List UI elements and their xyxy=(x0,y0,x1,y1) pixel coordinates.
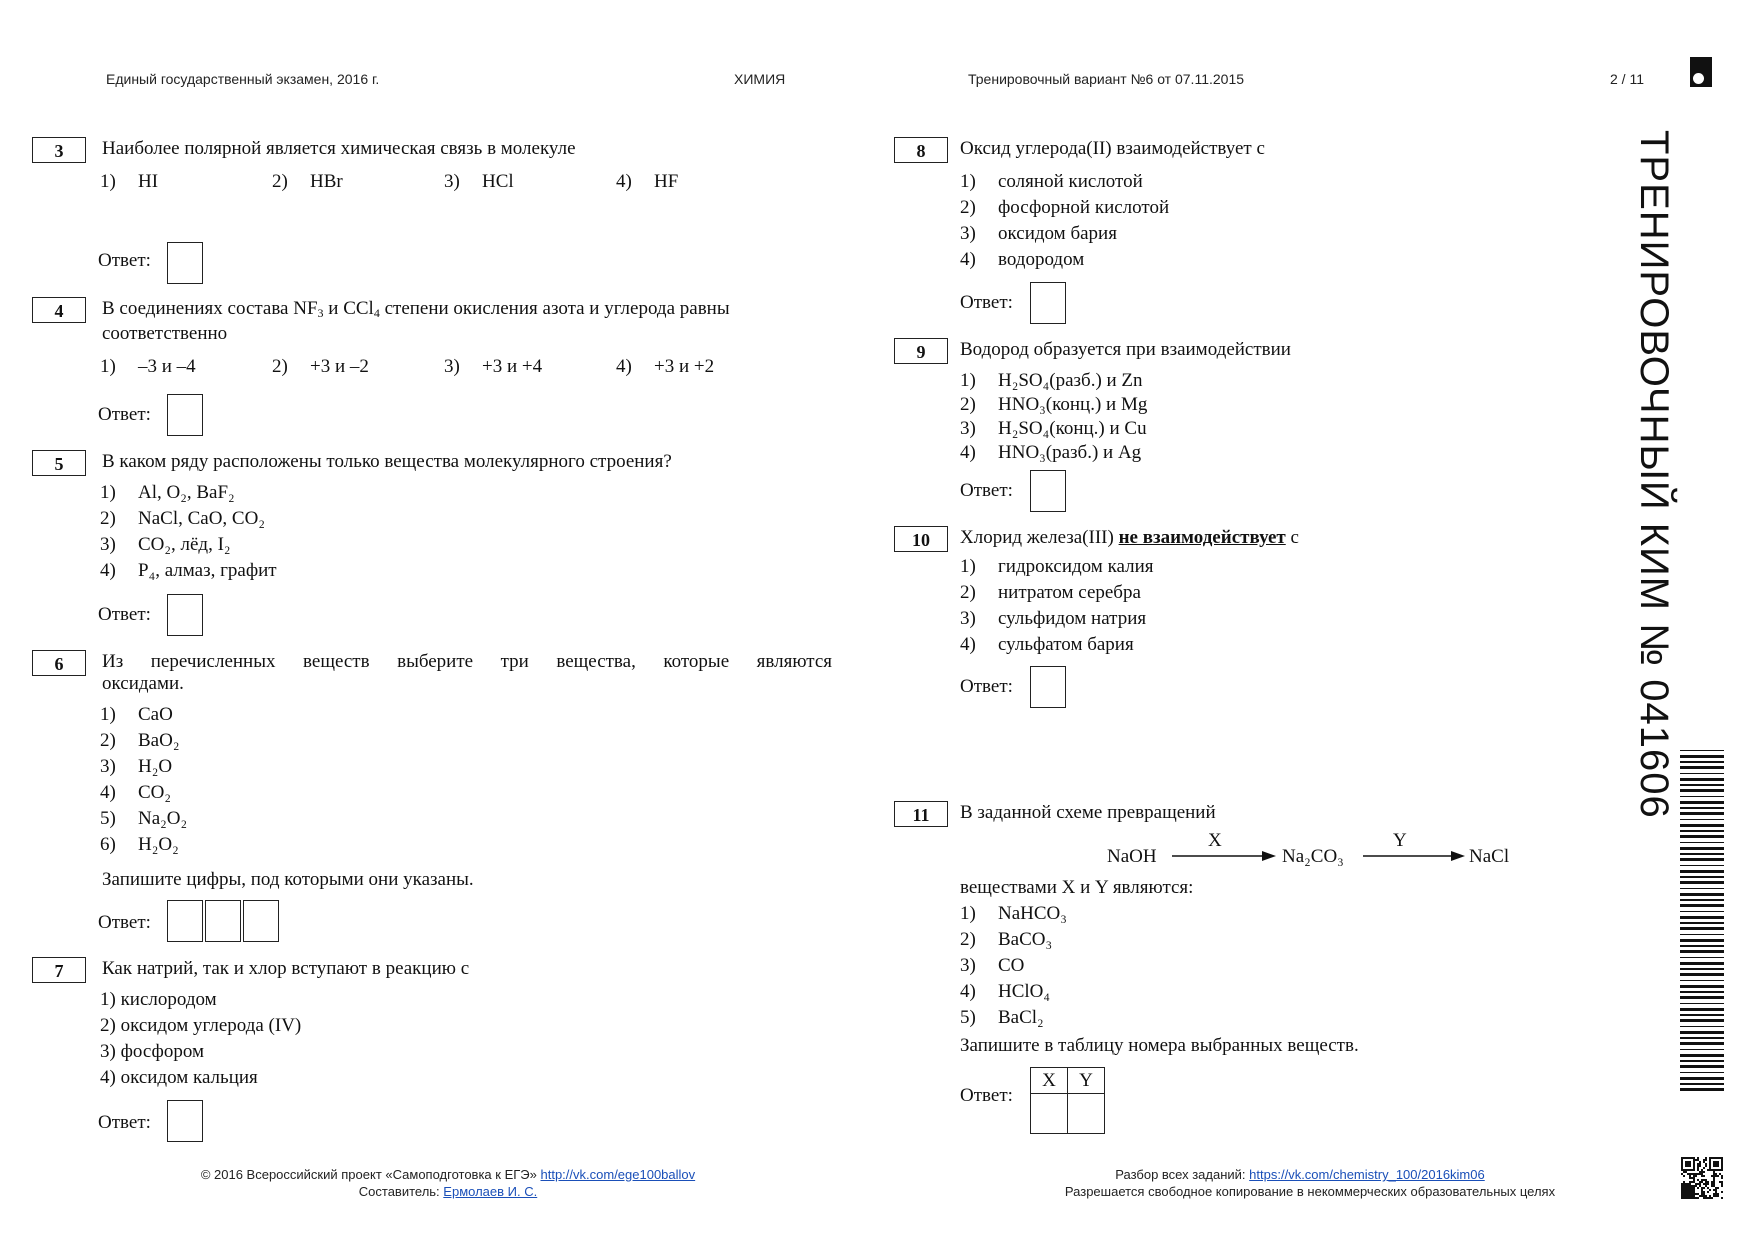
answer-label: Ответ: xyxy=(960,292,1013,313)
question-text: В каком ряду расположены только вещества молекулярного строения? xyxy=(102,451,672,472)
option-4: 4) +3 и +2 xyxy=(616,356,715,377)
option-4: 4) оксидом кальция xyxy=(100,1067,258,1088)
question-number: 11 xyxy=(894,801,948,827)
question-text: Водород образуется при взаимодействии xyxy=(960,339,1291,360)
question-number: 7 xyxy=(32,957,86,983)
option-4: 4) HNO₃(разб.) и Ag xyxy=(960,442,1142,463)
option-1: 1) H₂SO₄(разб.) и Zn xyxy=(960,370,1143,391)
answer-label: Ответ: xyxy=(960,480,1013,501)
answer-label: Ответ: xyxy=(98,404,151,425)
option-2: 2) +3 и –2 xyxy=(272,356,369,377)
answer-box-q5[interactable] xyxy=(167,594,203,636)
option-3: 3) CO₂, лёд, I₂ xyxy=(100,534,231,555)
option-2: 2) фосфорной кислотой xyxy=(960,197,1170,218)
footer-author: Составитель: Ермолаев И. С. xyxy=(358,1184,538,1199)
question-text-2: веществами X и Y являются: xyxy=(960,877,1194,898)
question-text: В заданной схеме превращений xyxy=(960,802,1216,823)
answer-box-q3[interactable] xyxy=(167,242,203,284)
scheme-x: X xyxy=(1208,830,1222,851)
footer-analysis: Разбор всех заданий: https://vk.com/chemistry_100/2016kim06 xyxy=(1115,1167,1485,1182)
option-value: HCl xyxy=(482,171,514,192)
arrow-right-icon xyxy=(1363,849,1465,863)
option-1: 1) CaO xyxy=(100,704,173,725)
table-header-x: X xyxy=(1031,1068,1068,1094)
option-1: 1) NaHCO₃ xyxy=(960,903,1067,924)
header-variant: Тренировочный вариант №6 от 07.11.2015 xyxy=(968,71,1245,87)
scheme-y: Y xyxy=(1393,830,1407,851)
option-3: 3) сульфидом натрия xyxy=(960,608,1147,629)
answer-box-q6-1[interactable] xyxy=(167,900,203,942)
answer-box-q7[interactable] xyxy=(167,1100,203,1142)
question-number: 9 xyxy=(894,338,948,364)
question-number: 4 xyxy=(32,297,86,323)
answer-box-q4[interactable] xyxy=(167,394,203,436)
vertical-kim-label: ТРЕНИРОВОЧНЫЙ КИМ № 041606 xyxy=(1632,130,1676,819)
option-1: 1) соляной кислотой xyxy=(960,171,1143,192)
barcode-icon xyxy=(1680,750,1724,1100)
answer-box-q8[interactable] xyxy=(1030,282,1066,324)
option-number: 3) xyxy=(444,171,460,192)
question-text: Оксид углерода(II) взаимодействует с xyxy=(960,138,1265,159)
option-1: 1) Al, O₂, BaF₂ xyxy=(100,482,235,503)
answer-label: Ответ: xyxy=(960,676,1013,697)
answer-label: Ответ: xyxy=(98,604,151,625)
arrow-right-icon xyxy=(1172,849,1276,863)
answer-box-q6-3[interactable] xyxy=(243,900,279,942)
answer-label: Ответ: xyxy=(98,250,151,271)
option-number: 4) xyxy=(616,171,632,192)
answer-box-q9[interactable] xyxy=(1030,470,1066,512)
option-3: 3) CO xyxy=(960,955,1025,976)
question-text: Из перечисленных веществ выберите три вещества, которые являются xyxy=(102,651,832,672)
footer-copyright-link[interactable]: http://vk.com/ege100ballov xyxy=(540,1167,696,1182)
option-3 xyxy=(444,171,514,193)
option-value: HF xyxy=(654,171,679,192)
footer-analysis-link[interactable]: https://vk.com/chemistry_100/2016kim06 xyxy=(1249,1167,1485,1182)
option-1 xyxy=(100,171,158,193)
option-value: HI xyxy=(138,171,159,192)
question-text-line2: соответственно xyxy=(102,323,228,344)
option-3: 3) H₂SO₄(конц.) и Cu xyxy=(960,418,1147,439)
option-1: 1) гидроксидом калия xyxy=(960,556,1154,577)
option-1: 1) –3 и –4 xyxy=(100,356,196,377)
option-4: 4) сульфатом бария xyxy=(960,634,1134,655)
option-3: 3) +3 и +4 xyxy=(444,356,543,377)
answer-label: Ответ: xyxy=(960,1085,1013,1106)
question-text: В соединениях состава $NF_3$ и CCl$_4$ степени окисления азота и углерода равны xyxy=(102,298,730,320)
option-4: 4) водородом xyxy=(960,249,1085,270)
option-6: 6) H₂O₂ xyxy=(100,834,179,855)
option-2: 2) BaO₂ xyxy=(100,730,180,751)
answer-label: Ответ: xyxy=(98,1112,151,1133)
option-4: 4) P₄, алмаз, графит xyxy=(100,560,277,581)
option-1: 1) кислородом xyxy=(100,989,217,1010)
question-number: 3 xyxy=(32,137,86,163)
answer-cell-x[interactable] xyxy=(1031,1094,1068,1134)
option-value: HBr xyxy=(310,171,343,192)
question-number: 10 xyxy=(894,526,948,552)
answer-box-q6-2[interactable] xyxy=(205,900,241,942)
option-3: 3) оксидом бария xyxy=(960,223,1117,244)
header-subject: ХИМИЯ xyxy=(734,71,786,87)
option-2 xyxy=(272,171,343,193)
option-2: 2) HNO₃(конц.) и Mg xyxy=(960,394,1148,415)
footer-copyright: © 2016 Всероссийский проект «Самоподготовка к ЕГЭ» http://vk.com/ege100ballov xyxy=(200,1167,696,1182)
option-number: 1) xyxy=(100,171,116,192)
question-text: Как натрий, так и хлор вступают в реакцию с xyxy=(102,958,470,979)
option-2: 2) оксидом углерода (IV) xyxy=(100,1015,302,1036)
question-number: 6 xyxy=(32,650,86,676)
option-2: 2) нитратом серебра xyxy=(960,582,1141,603)
answer-box-q10[interactable] xyxy=(1030,666,1066,708)
option-4 xyxy=(616,171,678,193)
question-instruction: Запишите цифры, под которыми они указаны. xyxy=(102,869,474,890)
option-4: 4) HClO₄ xyxy=(960,981,1051,1002)
question-number: 8 xyxy=(894,137,948,163)
question-text: Наиболее полярной является химическая связь в молекуле xyxy=(102,138,576,159)
scheme-middle: Na₂CO₃ xyxy=(1282,846,1344,867)
question-number: 5 xyxy=(32,450,86,476)
option-3: 3) H₂O xyxy=(100,756,173,777)
qr-code-icon xyxy=(1680,1155,1724,1201)
header-exam-title: Единый государственный экзамен, 2016 г. xyxy=(106,71,380,87)
option-2: 2) BaCO₃ xyxy=(960,929,1053,950)
question-instruction: Запишите в таблицу номера выбранных веществ. xyxy=(960,1035,1359,1056)
answer-label: Ответ: xyxy=(98,912,151,933)
option-number: 2) xyxy=(272,171,288,192)
question-text-line2: оксидами. xyxy=(102,673,184,694)
option-2: 2) NaCl, CaO, CO₂ xyxy=(100,508,265,529)
option-5: 5) BaCl₂ xyxy=(960,1007,1044,1028)
option-4: 4) CO₂ xyxy=(100,782,172,803)
answer-cell-y[interactable] xyxy=(1068,1094,1105,1134)
question-text: Хлорид железа(III) не взаимодействует с xyxy=(960,527,1299,548)
scheme-end: NaCl xyxy=(1469,846,1510,867)
header-page-number: 2 / 11 xyxy=(1610,71,1644,87)
option-5: 5) Na₂O₂ xyxy=(100,808,188,829)
option-3: 3) фосфором xyxy=(100,1041,204,1062)
scheme-start: NaOH xyxy=(1107,846,1157,867)
corner-mark-inner xyxy=(1693,73,1704,84)
footer-license: Разрешается свободное копирование в некоммерческих образовательных целях xyxy=(1064,1184,1556,1199)
table-header-y: Y xyxy=(1068,1068,1105,1094)
footer-author-link[interactable]: Ермолаев И. С. xyxy=(443,1184,538,1199)
answer-table-q11 xyxy=(1030,1067,1105,1134)
